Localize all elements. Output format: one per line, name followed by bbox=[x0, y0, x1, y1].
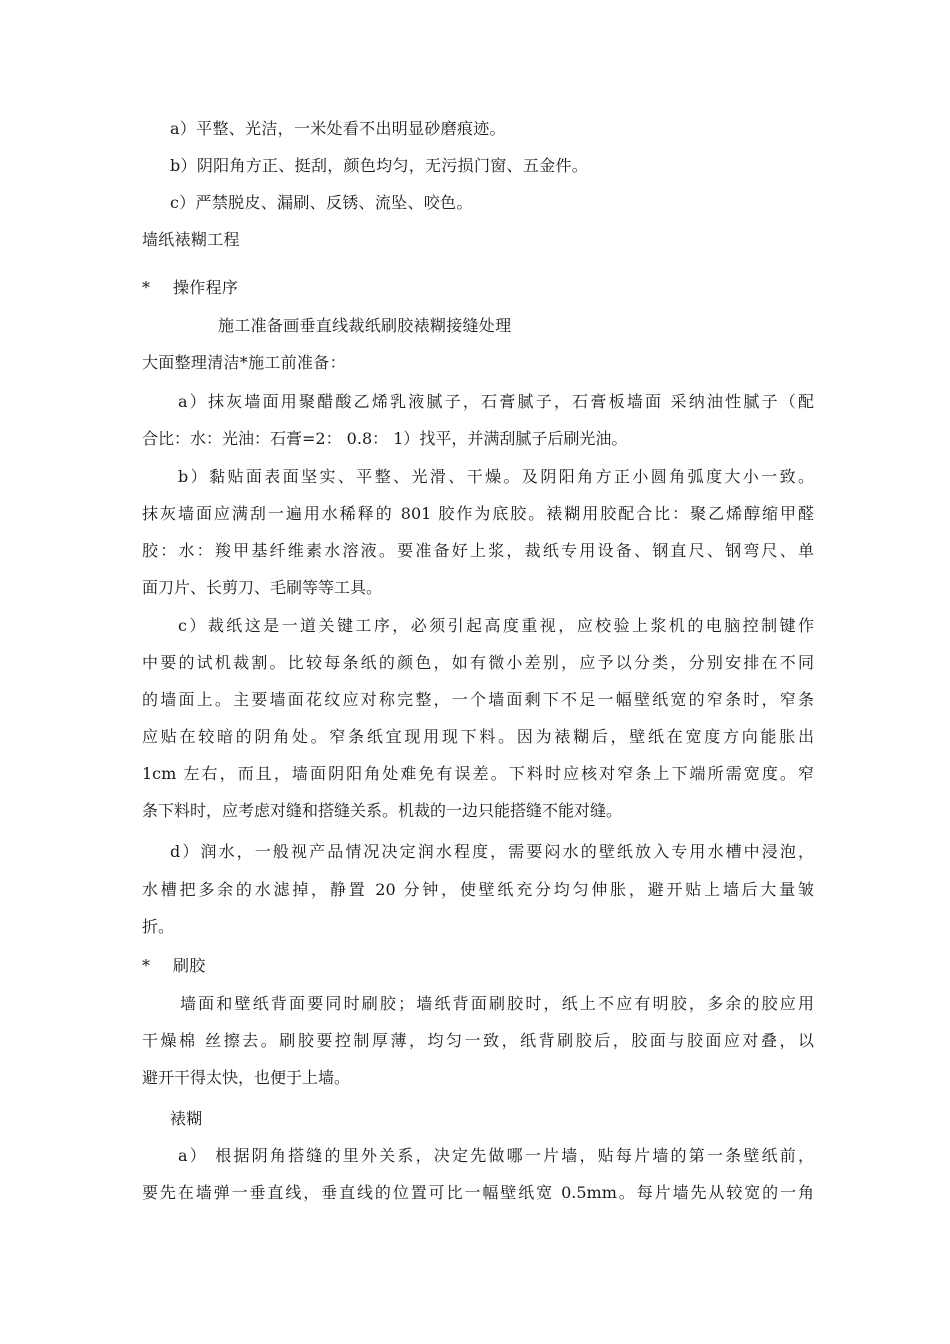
paragraph-line: 中要的试机裁割。比较每条纸的颜色，如有微小差别，应予以分类，分别安排在不同 bbox=[142, 653, 814, 672]
paragraph-line: 1cm 左右，而且，墙面阴阳角处难免有误差。下料时应核对窄条上下端所需宽度。窄 bbox=[142, 764, 814, 783]
paragraph-line: 应贴在较暗的阴角处。窄条纸宜现用现下料。因为裱糊后，壁纸在宽度方向能胀出 bbox=[142, 727, 814, 746]
paragraph-line: 干燥棉 丝擦去。刷胶要控制厚薄，均匀一致，纸背刷胶后，胶面与胶面应对叠，以 bbox=[142, 1031, 814, 1050]
subsection-heading-glue: 刷胶 bbox=[173, 956, 206, 975]
bullet-marker: * bbox=[142, 278, 151, 297]
bullet-marker: * bbox=[142, 956, 151, 975]
paragraph-line: a） 根据阴角搭缝的里外关系，决定先做哪一片墙，贴每片墙的第一条壁纸前， bbox=[178, 1146, 814, 1165]
paragraph-line: 墙面和壁纸背面要同时刷胶；墙纸背面刷胶时，纸上不应有明胶，多余的胶应用 bbox=[180, 994, 814, 1013]
paragraph-line: d）润水，一般视产品情况决定润水程度，需要闷水的壁纸放入专用水槽中浸泡， bbox=[170, 842, 814, 861]
paragraph-line: 折。 bbox=[142, 917, 175, 936]
paragraph-line: 的墙面上。主要墙面花纹应对称完整，一个墙面剩下不足一幅壁纸宽的窄条时，窄条 bbox=[142, 690, 814, 709]
paragraph-line: 避开干得太快，也便于上墙。 bbox=[142, 1068, 351, 1087]
procedure-steps-continued: 大面整理清洁*施工前准备： bbox=[142, 353, 346, 372]
paragraph-line: 胶：水：羧甲基纤维素水溶液。要准备好上浆，裁纸专用设备、钢直尺、钢弯尺、单 bbox=[142, 541, 814, 560]
paragraph-line: 水槽把多余的水滤掉，静置 20 分钟，使壁纸充分均匀伸胀，避开贴上墙后大量皱 bbox=[142, 880, 814, 899]
acceptance-item-a: a）平整、光洁，一米处看不出明显砂磨痕迹。 bbox=[170, 119, 506, 138]
paragraph-line: 抹灰墙面应满刮一遍用水稀释的 801 胶作为底胶。裱糊用胶配合比：聚乙烯醇缩甲醛 bbox=[142, 504, 814, 523]
paragraph-line: 合比：水：光油：石膏=2： 0.8： 1）找平，并满刮腻子后刷光油。 bbox=[142, 429, 628, 448]
procedure-steps: 施工准备画垂直线裁纸刷胶裱糊接缝处理 bbox=[218, 316, 512, 335]
acceptance-item-b: b）阴阳角方正、挺刮，颜色均匀，无污损门窗、五金件。 bbox=[170, 156, 589, 175]
subsection-heading-paste: 裱糊 bbox=[170, 1109, 203, 1128]
subsection-heading-procedure: 操作程序 bbox=[173, 278, 239, 297]
acceptance-item-c: c）严禁脱皮、漏刷、反锈、流坠、咬色。 bbox=[170, 193, 473, 212]
paragraph-line: c）裁纸这是一道关键工序，必须引起高度重视，应校验上浆机的电脑控制键作 bbox=[178, 616, 814, 635]
paragraph-line: 条下料时，应考虑对缝和搭缝关系。机裁的一边只能搭缝不能对缝。 bbox=[142, 801, 623, 820]
paragraph-line: b）黏贴面表面坚实、平整、光滑、干燥。及阴阳角方正小圆角弧度大小一致。 bbox=[178, 467, 814, 486]
paragraph-line: a）抹灰墙面用聚醋酸乙烯乳液腻子，石膏腻子，石膏板墙面 采纳油性腻子（配 bbox=[178, 392, 814, 411]
paragraph-line: 面刀片、长剪刀、毛刷等等工具。 bbox=[142, 578, 383, 597]
section-heading: 墙纸裱糊工程 bbox=[142, 230, 240, 249]
paragraph-line: 要先在墙弹一垂直线，垂直线的位置可比一幅壁纸宽 0.5mm。每片墙先从较宽的一角 bbox=[142, 1183, 814, 1202]
